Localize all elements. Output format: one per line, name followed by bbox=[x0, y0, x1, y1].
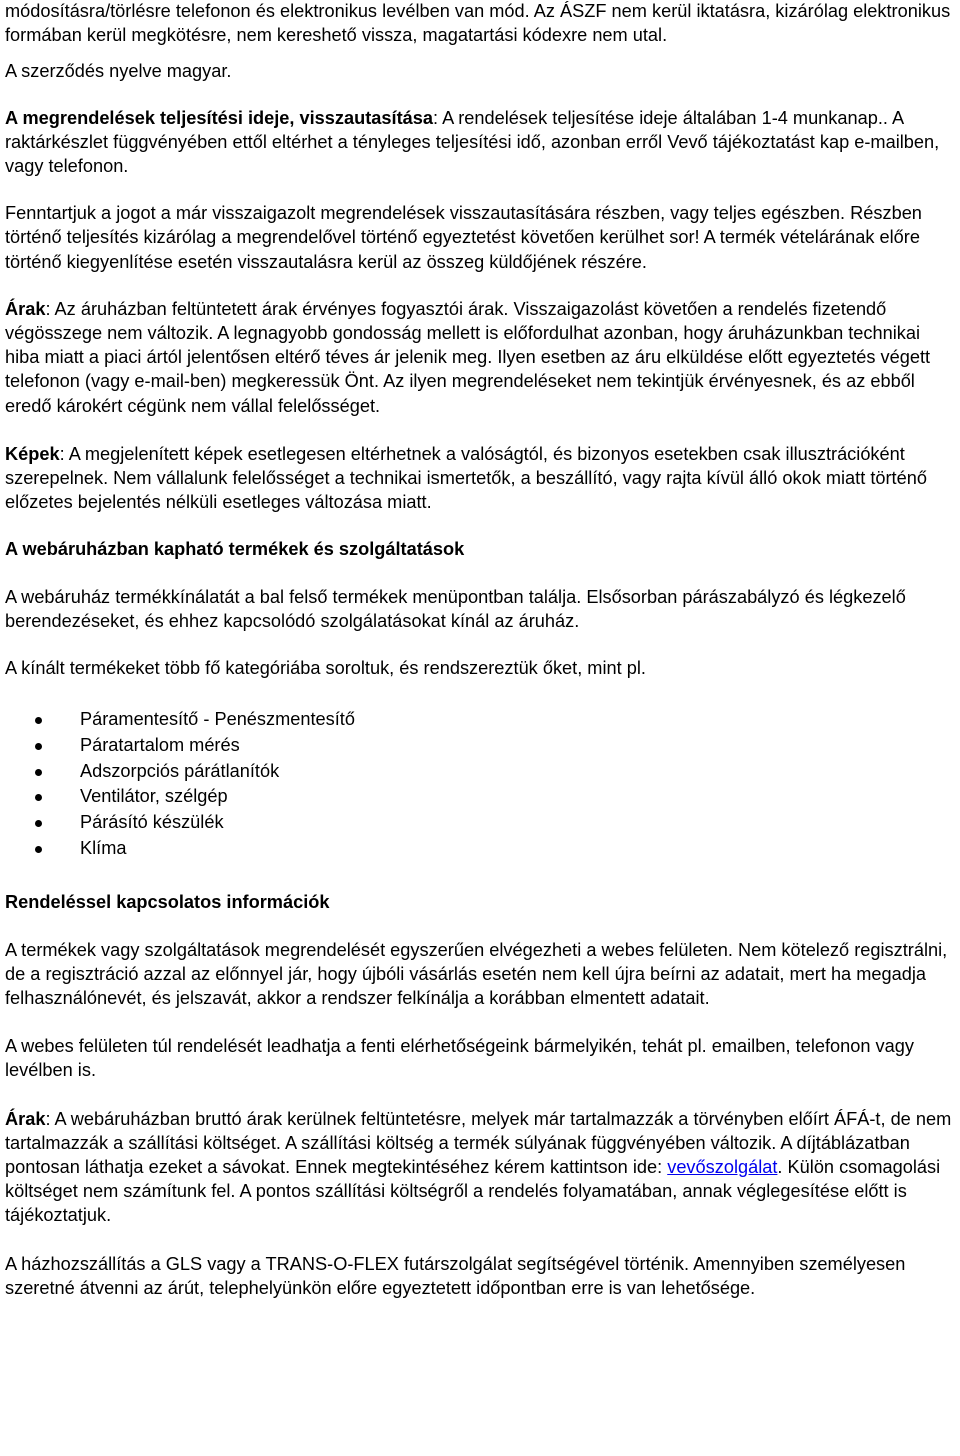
document-page bbox=[5, 0, 955, 1300]
paragraph-categories-intro: A kínált termékeket több fő kategóriába soroltuk, és rendszereztük őket, mint pl. bbox=[5, 658, 646, 679]
prices-shipping-text-after: . Külön csomagolási költséget nem számítunk fel. A pontos szállítási költségről a rendelés folyamatában, annak véglegesítése előtt is tájékoztatjuk. bbox=[5, 1157, 941, 1226]
paragraph-prices bbox=[5, 297, 955, 418]
paragraph-contract-modification: módosításra/törlésre telefonon és elektronikus levélben van mód. Az ÁSZF nem kerül iktatásra, kizárólag elektronikus formában kerül megkötésre, nem kereshető vissza, magatartási kódexre nem utal. bbox=[5, 1, 951, 46]
list-item: Klíma bbox=[5, 836, 955, 862]
list-item: Páramentesítő - Penészmentesítő bbox=[5, 707, 955, 733]
bullet-icon bbox=[35, 846, 42, 853]
paragraph-home-delivery: A házhozszállítás a GLS vagy a TRANS-O-FLEX futárszolgálat segítségével történik. Amennyiben személyesen szeretné átvenni az árút, telephelyünkön előre egyeztetett időpontban erre is van lehetősége. bbox=[5, 1253, 906, 1298]
order-fulfillment-heading: A megrendelések teljesítési ideje, visszautasítása bbox=[5, 107, 433, 128]
list-item: Páratartalom mérés bbox=[5, 733, 955, 759]
paragraph-contract-language: A szerződés nyelve magyar. bbox=[5, 61, 232, 82]
images-heading: Képek bbox=[5, 443, 60, 464]
section-heading-products: A webáruházban kapható termékek és szolgáltatások bbox=[5, 539, 465, 560]
paragraph-ordering-web: A termékek vagy szolgáltatások megrendelését egyszerűen elvégezheti a webes felületen. Nem kötelező regisztrálni, de a regisztráció azzal az előnnyel jár, hogy újbóli vásárlás esetén nem kell újra beírni az adatait, mert ha megadja felhasználónevét, és jelszavát, akkor a rendszer felkínálja a korábban elmentett adatait. bbox=[5, 939, 948, 1008]
bullet-icon bbox=[35, 769, 42, 776]
prices-shipping-text-before: : A webáruházban bruttó árak kerülnek feltüntetésre, melyek már tartalmazzák a törvényben előírt ÁFÁ-t, de nem tartalmazzák a szállítási költséget. A szállítási költség a termék súlyának függvényében változik. A díjtáblázatban pontosan láthatja ezeket a sávokat. Ennek megtekintéséhez kérem kattintson ide: bbox=[5, 1108, 952, 1178]
paragraph-reservation-right: Fenntartjuk a jogot a már visszaigazolt megrendelések visszautasítására részben, vagy teljes egészben. Részben történő teljesítés kizárólag a megrendelővel történő egyeztetést követően kerülhet sor! A termék vételárának előre történő kiegyenlítése esetén visszautalásra kerül az összeg küldőjének részére. bbox=[5, 203, 922, 272]
section-heading-ordering: Rendeléssel kapcsolatos információk bbox=[5, 892, 330, 913]
paragraph-order-fulfillment bbox=[5, 106, 955, 179]
bullet-icon bbox=[35, 743, 42, 750]
prices-text: : Az áruházban feltüntetett árak érvényes fogyasztói árak. Visszaigazolást követően a rendelés fizetendő végösszege nem változik. A legnagyobb gondosság mellett is előfordulhat azonban, hogy áruházunkban technikai hiba miatt a piaci ártól jelentősen eltérő téves ár jelenik meg. Ilyen esetben az áru elküldése előtt egyeztetés végett telefonon (vagy e-mail-ben) megkeressük Önt. Az ilyen megrendeléseket nem tekintjük érvényesnek, és az ebből eredő károkért cégünk nem vállal felelősséget. bbox=[5, 298, 931, 416]
bullet-icon bbox=[35, 717, 42, 724]
category-list bbox=[5, 707, 955, 861]
list-item: Adszorpciós párátlanítók bbox=[5, 759, 955, 785]
paragraph-prices-shipping bbox=[5, 1107, 955, 1228]
customer-service-link[interactable]: vevőszolgálat bbox=[667, 1157, 778, 1178]
paragraph-ordering-other: A webes felületen túl rendelését leadhatja a fenti elérhetőségeink bármelyikén, tehát pl. emailben, telefonon vagy levélben is. bbox=[5, 1036, 914, 1081]
prices-heading: Árak bbox=[5, 298, 46, 319]
bullet-icon bbox=[35, 820, 42, 827]
bullet-icon bbox=[35, 794, 42, 801]
list-item: Ventilátor, szélgép bbox=[5, 784, 955, 810]
paragraph-images bbox=[5, 442, 955, 515]
list-item: Párásító készülék bbox=[5, 810, 955, 836]
images-text: : A megjelenített képek esetlegesen eltérhetnek a valóságtól, és bizonyos esetekben csak illusztrációként szerepelnek. Nem vállalunk felelősséget a technikai ismertetők, a beszállító, vagy rajta kívül álló okok miatt történő előzetes bejelentés nélküli esetleges változása miatt. bbox=[5, 443, 927, 513]
order-fulfillment-text: : A rendelések teljesítése ideje általában 1-4 munkanap.. A raktárkészlet függvényében ettől eltérhet a tényleges teljesítési idő, azonban erről Vevő tájékoztatást kap e-mailben, vagy telefonon. bbox=[5, 107, 940, 177]
paragraph-product-offer: A webáruház termékkínálatát a bal felső termékek menüpontban találja. Elsősorban párászabályzó és légkezelő berendezéseket, és ehhez kapcsolódó szolgálatásokat kínál az áruház. bbox=[5, 586, 906, 631]
prices-shipping-heading: Árak bbox=[5, 1108, 46, 1129]
